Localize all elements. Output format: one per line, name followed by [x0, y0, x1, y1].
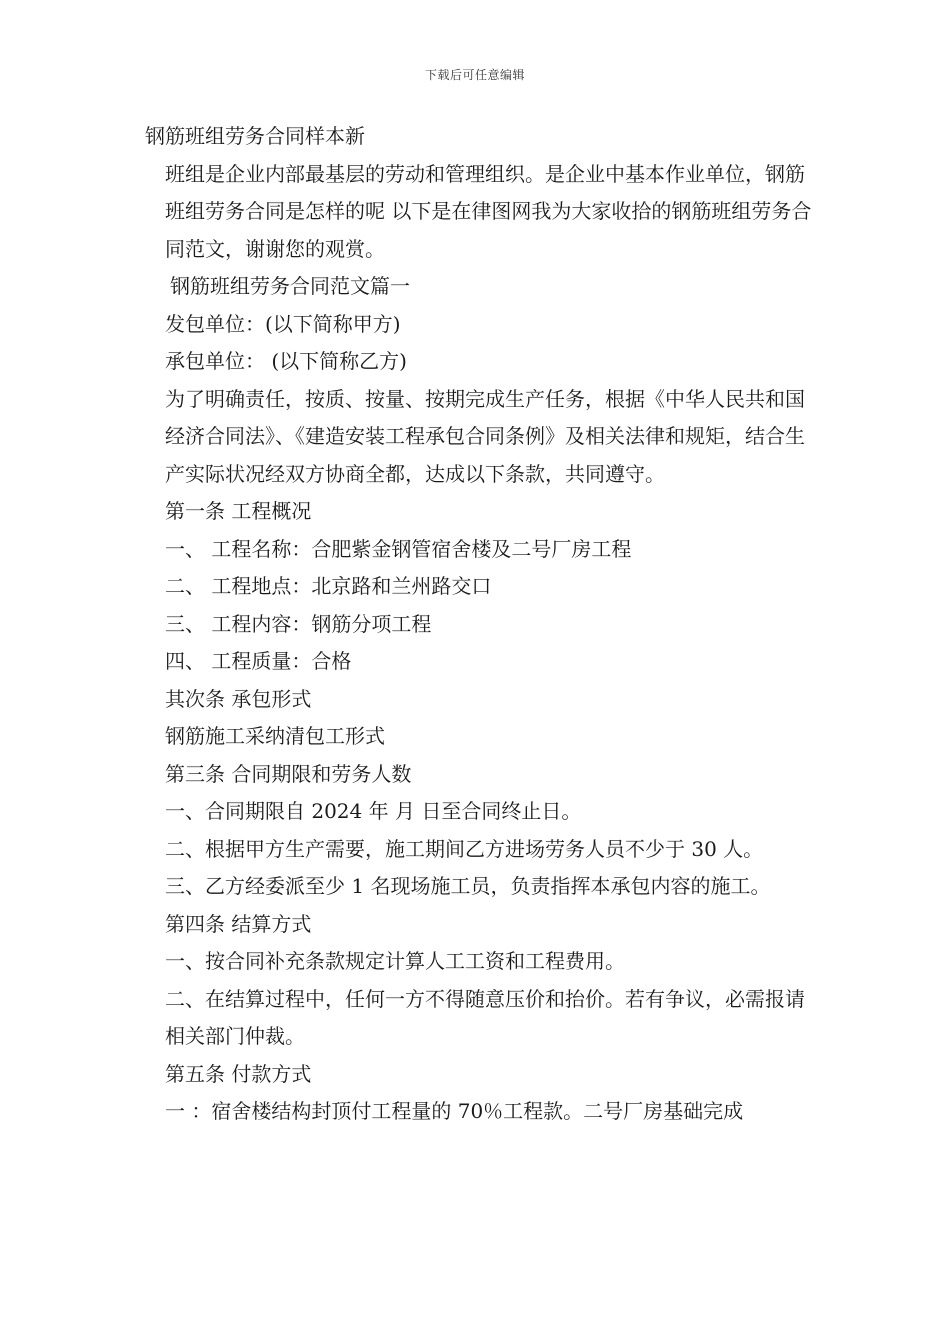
article-1-item-1: 一、 工程名称：合肥紫金钢管宿舍楼及二号厂房工程: [165, 536, 632, 561]
article-5-item-1: 一 ：宿舍楼结构封顶付工程量的 70％工程款。二号厂房基础完成: [165, 1099, 744, 1123]
article-3-heading: 第三条 合同期限和劳务人数: [165, 761, 412, 786]
article-3-item-1: 一、合同期限自 2024 年 月 日至合同终止日。: [165, 799, 582, 823]
article-2-body: 钢筋施工采纳清包工形式: [165, 724, 385, 748]
section-subtitle: 钢筋班组劳务合同范文篇一: [170, 274, 410, 298]
article-2-heading: 其次条 承包形式: [165, 686, 312, 711]
article-3-item-2: 二、根据甲方生产需要，施工期间乙方进场劳务人员不少于 30 人。: [165, 836, 764, 861]
article-1-item-2: 二、 工程地点：北京路和兰州路交口: [165, 574, 492, 598]
article-1-heading: 第一条 工程概况: [165, 499, 312, 523]
party-b-line: 承包单位： (以下简称乙方): [165, 349, 407, 373]
article-3-item-3: 三、乙方经委派至少 1 名现场施工员，负责指挥本承包内容的施工。: [165, 874, 771, 898]
article-1-item-3: 三、 工程内容：钢筋分项工程: [165, 611, 432, 636]
article-5-heading: 第五条 付款方式: [165, 1061, 312, 1086]
article-4-item-1: 一、按合同补充条款规定计算人工工资和工程费用。: [165, 949, 625, 973]
preamble-paragraph: 为了明确责任，按质、按量、按期完成生产任务，根据《中华人民共和国经济合同法》、《建造安装工程承包合同条例》及相关法律和规矩，结合生产实际状况经双方协商全都，达成以下条款，共同遵守。: [165, 386, 805, 486]
article-1-item-4: 四、 工程质量：合格: [165, 649, 352, 673]
document-title: 钢筋班组劳务合同样本新: [145, 124, 365, 148]
page-header: 下载后可任意编辑: [424, 68, 525, 82]
party-a-line: 发包单位：(以下简称甲方): [165, 311, 401, 336]
document-body: [145, 118, 815, 1131]
article-4-item-2: 二、在结算过程中，任何一方不得随意压价和抬价。若有争议，必需报请相关部门仲裁。: [165, 986, 805, 1048]
intro-paragraph: 班组是企业内部最基层的劳动和管理组织。是企业中基本作业单位，钢筋班组劳务合同是怎样的呢 以下是在律图网我为大家收拾的钢筋班组劳务合同范文，谢谢您的观赏。: [165, 161, 812, 261]
article-4-heading: 第四条 结算方式: [165, 911, 312, 936]
